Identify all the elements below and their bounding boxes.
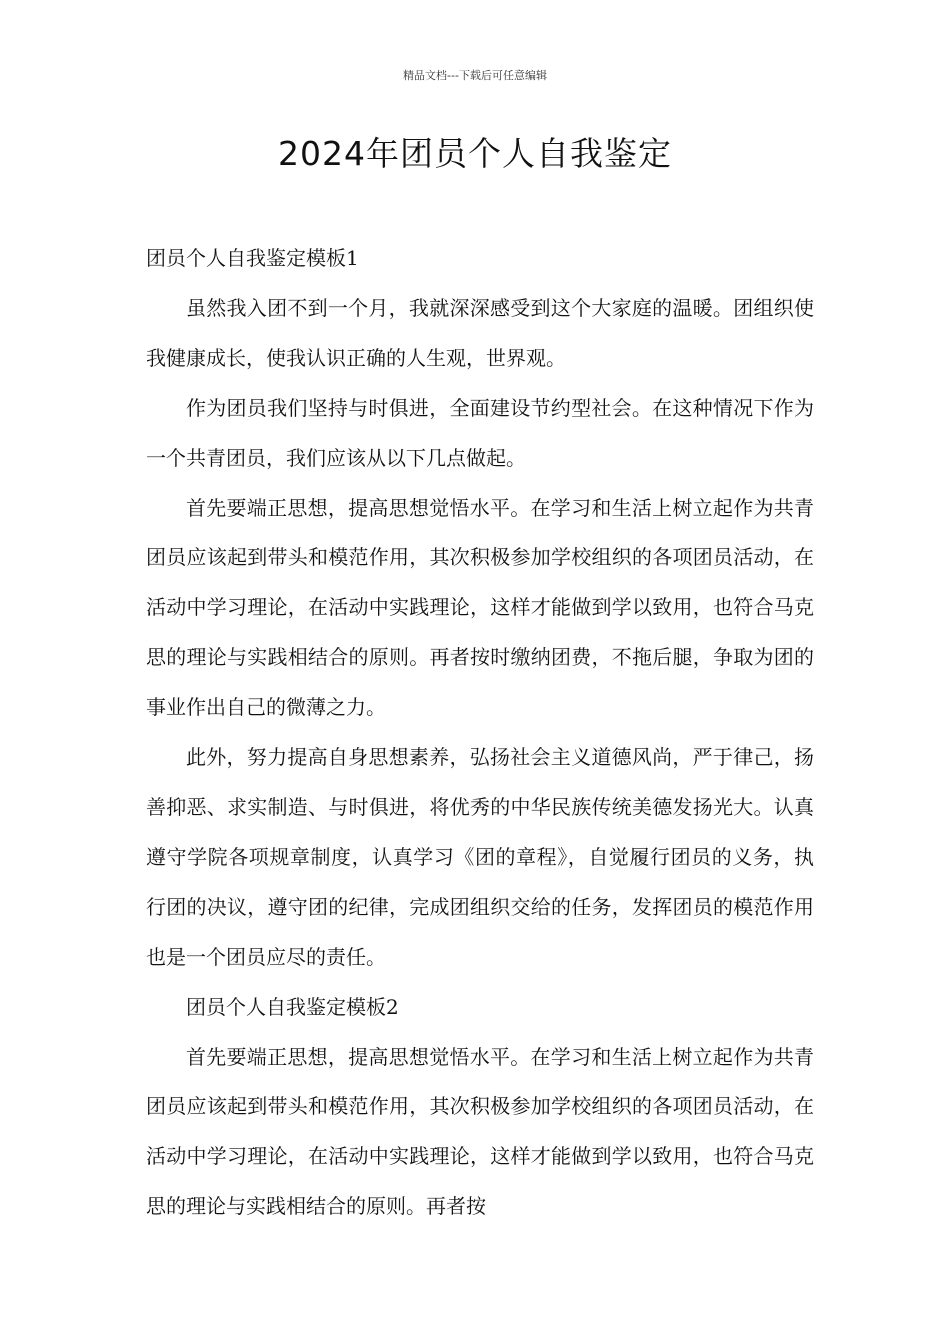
section-heading-1: 团员个人自我鉴定模板1 — [146, 246, 359, 270]
document-body — [146, 234, 814, 1232]
paragraph: 作为团员我们坚持与时俱进，全面建设节约型社会。在这种情况下作为一个共青团员，我们应该从以下几点做起。 — [146, 395, 814, 470]
paragraph: 首先要端正思想，提高思想觉悟水平。在学习和生活上树立起作为共青团员应该起到带头和模范作用，其次积极参加学校组织的各项团员活动，在活动中学习理论，在活动中实践理论，这样才能做到学以致用，也符合马克思的理论与实践相结合的原则。再者按 — [146, 1044, 814, 1219]
section-heading-2: 团员个人自我鉴定模板2 — [186, 994, 399, 1019]
paragraph: 此外，努力提高自身思想素养，弘扬社会主义道德风尚，严于律己，扬善抑恶、求实制造、与时俱进，将优秀的中华民族传统美德发扬光大。认真遵守学院各项规章制度，认真学习《团的章程》，自觉履行团员的义务，执行团的决议，遵守团的纪律，完成团组织交给的任务，发挥团员的模范作用也是一个团员应尽的责任。 — [146, 745, 814, 969]
paragraph: 虽然我入团不到一个月，我就深深感受到这个大家庭的温暖。团组织使我健康成长，使我认识正确的人生观，世界观。 — [146, 295, 814, 370]
paragraph: 首先要端正思想，提高思想觉悟水平。在学习和生活上树立起作为共青团员应该起到带头和模范作用，其次积极参加学校组织的各项团员活动，在活动中学习理论，在活动中实践理论，这样才能做到学以致用，也符合马克思的理论与实践相结合的原则。再者按时缴纳团费，不拖后腿，争取为团的事业作出自己的微薄之力。 — [146, 495, 814, 720]
document-title: 2024年团员个人自我鉴定 — [278, 134, 672, 173]
page-header: 精品文档---下载后可任意编辑 — [403, 69, 547, 82]
